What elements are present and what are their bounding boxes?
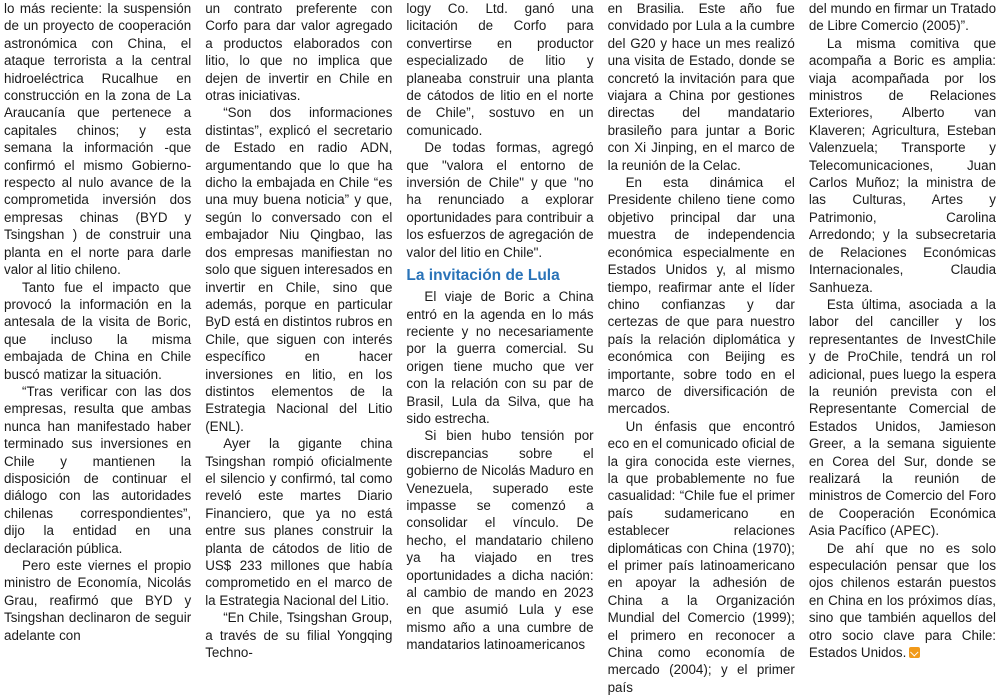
paragraph: Pero este viernes el propio ministro de Economía, Nicolás Grau, reafirmó que BYD y Tsingshan declinaron de seguir adelante con <box>4 558 192 643</box>
paragraph: El viaje de Boric a China entró en la agenda en lo más reciente y no necesariamente por la guerra comercial. Su origen tiene mucho que ver con la relación con su par de Brasil, Lula da Silva, que ha sido estrecha. <box>406 289 594 426</box>
paragraph: del mundo en firmar un Tratado de Libre Comercio (2005)”. <box>808 1 997 34</box>
article-column-2 <box>205 0 393 661</box>
paragraph: lo más reciente: la suspensión de un proyecto de cooperación astronómica con China, el ataque terrorista a la central hidroeléctrica Rucalhue en construcción en la zona de La Araucanía que pertenece a capitales chinos; y esta semana la información -que confirmó el mismo Gobierno- respecto al nulo avance de la comprometida inversión dos empresas chinas (BYD y Tsingshan ) de construir una planta en el norte para darle valor al litio chileno. <box>4 1 192 278</box>
end-of-article-icon <box>909 647 920 658</box>
paragraph: Un énfasis que encontró eco en el comunicado oficial de la gira conocida este viernes, la que probablemente no fue casualidad: “Chile fue el primer país sudamericano en establecer relaciones diplomáticas con China (1970); el primer país latinoamericano en apoyar la adhesión de China a la Organización Mundial del Comercio (1999); el primero en reconocer a China como economía de mercado (2004); y el primer país <box>607 418 795 695</box>
paragraph: En esta dinámica el Presidente chileno tiene como objetivo principal dar una muestra de independencia económica especialmente en Estados Unidos y, al mismo tiempo, reafirmar ante el líder chino confianzas y dar certezas de que para nuestro país la relación diplomática y económica con Beijing es importante, sobre todo en el marco de diversificación de mercados. <box>607 175 795 417</box>
paragraph: un contrato preferente con Corfo para dar valor agregado a productos elaborados con litio, lo que no implica que dejen de invertir en Chile en otras iniciativas. <box>205 1 393 104</box>
section-subheading: La invitación de Lula <box>406 267 560 285</box>
paragraph: Tanto fue el impacto que provocó la información en la antesala de la visita de Boric, que incluso la misma embajada de China en Chile buscó matizar la situación. <box>4 279 192 382</box>
paragraph: “Son dos informaciones distintas”, explicó el secretario de Estado en radio ADN, argumentando que lo que ha dicho la embajada en Chile “es una muy buena noticia” y que, según lo conversado con el embajador Niu Qingbao, las dos empresas manifiestan no solo que siguen interesados en invertir en Chile, sino que además, porque en particular ByD está en distintos rubros en Chile, que siguen con interés específico en hacer inversiones en litio, en los distintos elementos de la Estrategia Nacional del Litio (ENL). <box>205 105 393 434</box>
paragraph: La misma comitiva que acompaña a Boric es amplia: viaja acompañada por los ministros de Relaciones Exteriores, Alberto van Klaveren; Agricultura, Esteban Valenzuela; Transporte y Telecomunicaciones, Juan Carlos Muñoz; la ministra de las Culturas, Artes y Patrimonio, Carolina Arredondo; y la subsecretaria de Relaciones Económicas Internacionales, Claudia Sanhueza. <box>808 35 997 295</box>
paragraph: logy Co. Ltd. ganó una licitación de Corfo para convertirse en productor especializado de litio y planeaba construir una planta de cátodos de litio en el norte de Chile”, sostuvo en un comunicado. <box>406 1 594 138</box>
paragraph-text: De ahí que no es solo especulación pensar que los ojos chilenos estarán puestos en China en los próximos días, sino que también aquellos del otro socio clave para Chile: Estados Unidos. <box>808 540 997 661</box>
paragraph: Si bien hubo tensión por discrepancias sobre el gobierno de Nicolás Maduro en Venezuela, superado este impasse se comenzó a consolidar el vínculo. De hecho, el mandatario chileno ya ha viajado en tres oportunidades a dicha nación: al cambio de mando en 2023 en que asumió Lula y ese mismo año a una cumbre de mandatarios latinoamericanos <box>406 428 594 653</box>
paragraph: Ayer la gigante china Tsingshan rompió oficialmente el silencio y confirmó, tal como reveló este martes Diario Financiero, que ya no está entre sus planes construir la planta de cátodos de litio de US$ 233 millones que había comprometido en el marco de la Estrategia Nacional del Litio. <box>205 436 393 608</box>
article-column-3 <box>406 0 594 653</box>
paragraph: Esta última, asociada a la labor del canciller y los representantes de InvestChile y de ProChile, tendrá un rol adicional, pues luego la espera la reunión prevista con el Representante Comercial de Estados Unidos, Jamieson Greer, a la semana siguiente en Corea del Sur, donde se realizará la reunión de ministros de Comercio del Foro de Cooperación Económica Asia Pacífico (APEC). <box>808 296 997 539</box>
paragraph: “Tras verificar con las dos empresas, resulta que ambas nunca han manifestado haber terminado sus inversiones en Chile y mantienen la disposición de continuar el diálogo con las autoridades chilenas correspondientes”, dijo la entidad en una declaración pública. <box>4 383 192 556</box>
article-column-1 <box>4 0 192 643</box>
article-column-4 <box>607 0 795 695</box>
paragraph: De todas formas, agregó que "valora el entorno de inversión de Chile" y que "no ha renunciado a explorar oportunidades para contribuir a los esfuerzos de agregación de valor del litio en Chile". <box>406 140 594 260</box>
paragraph: en Brasilia. Este año fue convidado por Lula a la cumbre del G20 y hace un mes realizó una visita de Estado, donde se concretó la invitación para que viajara a China por gestiones directas del mandatario brasileño para juntar a Boric con Xi Jinping, en el marco de la reunión de la Celac. <box>607 1 795 173</box>
paragraph: “En Chile, Tsingshan Group, a través de su filial Yongqing Techno- <box>205 610 393 661</box>
article-column-5 <box>808 0 997 661</box>
paragraph <box>809 540 996 662</box>
